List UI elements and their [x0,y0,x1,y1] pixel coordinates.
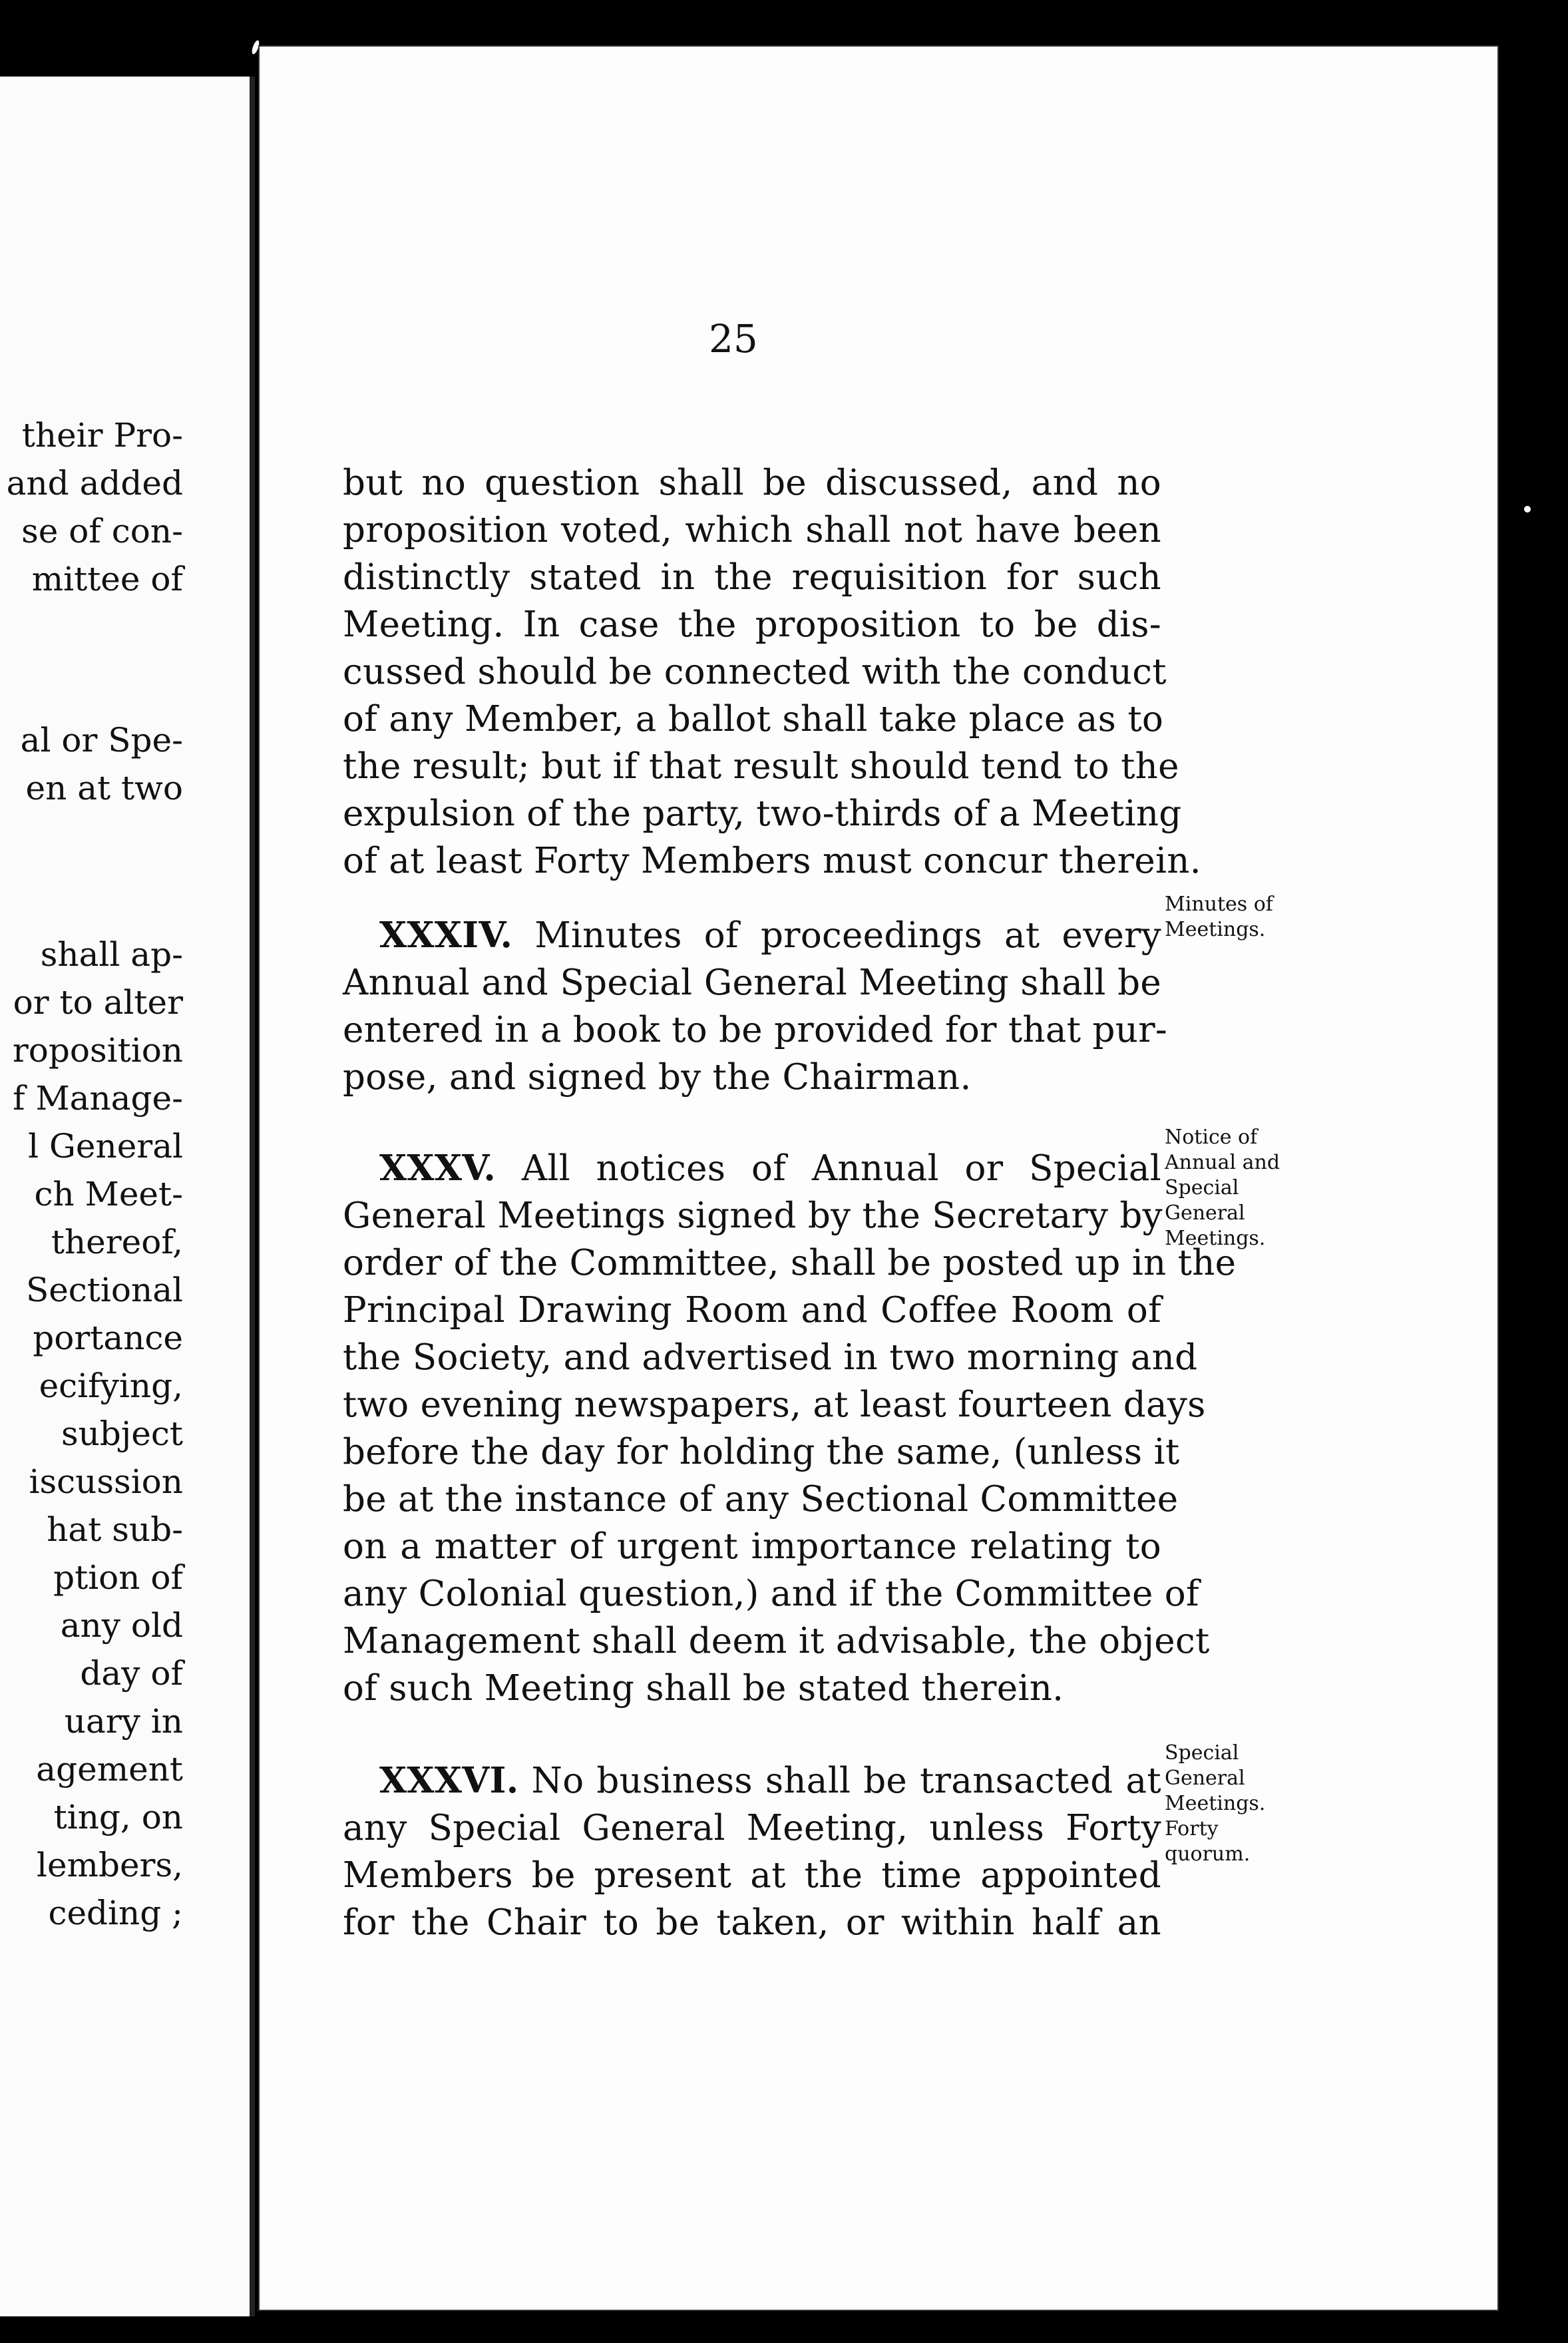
left-facing-page [0,77,255,2316]
text-line: of at least Forty Members must concur therein. [343,841,1201,881]
left-page-fragment: their Pro- [21,416,183,455]
text-line-content: No business shall be transacted at [531,1761,1161,1801]
margin-note-line: General [1165,1767,1245,1790]
text-line [343,1145,1161,1192]
text-line: order of the Committee, shall be posted up in the [343,1243,1237,1283]
text-line: the Society, and advertised in two morning and [343,1337,1198,1378]
text-line: Members be present at the time appointed [343,1855,1161,1896]
text-line: entered in a book to be provided for that pur- [343,1010,1168,1050]
left-page-fragment: or to alter [13,983,183,1022]
left-page-fragment: hat sub- [47,1510,183,1549]
margin-note-line: Minutes of [1165,893,1273,916]
left-page-fragment: mittee of [31,560,183,598]
text-line-content: Minutes of proceedings at every [534,915,1161,956]
margin-note-line: Notice of [1165,1126,1258,1149]
left-page-fragment: ecifying, [39,1367,183,1405]
text-line: Management shall deem it advisable, the object [343,1621,1210,1661]
margin-note-line: Special [1165,1741,1239,1765]
text-line: of any Member, a ballot shall take place as to [343,699,1164,740]
left-page-fragment: portance [33,1319,183,1357]
text-line: proposition voted, which shall not have been [343,510,1161,550]
text-line: on a matter of urgent importance relating to [343,1526,1161,1567]
left-page-fragment: al or Spe- [20,721,183,759]
text-line: pose, and signed by the Chairman. [343,1057,972,1098]
text-line: but no question shall be discussed, and no [343,463,1161,503]
left-page-fragment: en at two [25,769,183,807]
left-page-fragment: lembers, [36,1846,183,1884]
margin-note-line: Meetings. [1165,918,1266,941]
left-page-fragment: ption of [53,1558,183,1597]
left-page-fragment: agement [36,1750,183,1789]
text-line: Annual and Special General Meeting shall be [343,962,1161,1003]
dust-speck [1524,506,1531,513]
left-page-fragment: f Manage- [13,1079,183,1118]
text-line [343,1757,1161,1805]
left-page-fragment: day of [80,1654,183,1693]
text-line: the result; but if that result should tend to the [343,746,1179,787]
left-page-fragment: subject [61,1414,183,1453]
text-line: of such Meeting shall be stated therein. [343,1668,1064,1709]
text-line: before the day for holding the same, (unless it [343,1432,1180,1472]
left-page-fragment: and added [6,464,183,503]
text-line: General Meetings signed by the Secretary by [343,1195,1163,1236]
left-page-fragment: shall ap- [40,935,183,974]
article-numeral: XXXIV. [379,915,513,956]
text-line: cussed should be connected with the conduct [343,652,1167,692]
margin-note-line: Annual and [1165,1151,1280,1174]
text-line-content: All notices of Annual or Special [521,1148,1161,1189]
article-xxxvi [343,1757,1161,1946]
margin-note [1165,1741,1351,1867]
left-page-fragment: ch Meet- [34,1175,183,1213]
left-page-fragment: ceding ; [48,1894,183,1932]
text-line: for the Chair to be taken, or within half an [343,1902,1161,1943]
margin-note [1165,892,1351,943]
margin-note-line: General [1165,1201,1245,1225]
text-line: Principal Drawing Room and Coffee Room of [343,1290,1161,1331]
book-page [260,47,1497,2310]
left-page-fragment: any old [60,1606,183,1645]
left-page-fragment: roposition [12,1031,183,1070]
left-page-fragment: iscussion [29,1462,183,1501]
left-page-fragment: thereof, [51,1223,183,1261]
text-line: any Special General Meeting, unless Forty [343,1808,1161,1848]
left-page-fragment: ting, on [53,1798,183,1836]
text-line: any Colonial question,) and if the Committee of [343,1574,1199,1614]
text-line: distinctly stated in the requisition for such [343,557,1161,598]
margin-note-line: Special [1165,1176,1239,1199]
text-line: expulsion of the party, two-thirds of a Meeting [343,793,1182,834]
article-numeral: XXXV. [379,1148,496,1189]
text-line: be at the instance of any Sectional Committee [343,1479,1179,1520]
article-numeral: XXXVI. [379,1760,519,1801]
margin-note-line: quorum. [1165,1842,1251,1866]
left-page-fragment: l General [28,1127,183,1166]
text-line [343,912,1161,959]
left-page-fragment: Sectional [25,1271,183,1309]
margin-note-line: Forty [1165,1817,1219,1840]
left-page-fragment: uary in [64,1702,183,1741]
text-line: Meeting. In case the proposition to be dis- [343,604,1161,645]
paragraph-continuation [343,459,1201,885]
page-number: 25 [709,316,758,361]
margin-note-line: Meetings. [1165,1792,1266,1815]
text-line: two evening newspapers, at least fourteen days [343,1384,1206,1425]
article-xxxiv [343,912,1168,1101]
margin-note [1165,1125,1351,1251]
margin-note-line: Meetings. [1165,1227,1266,1250]
left-page-fragment: se of con- [21,512,183,550]
